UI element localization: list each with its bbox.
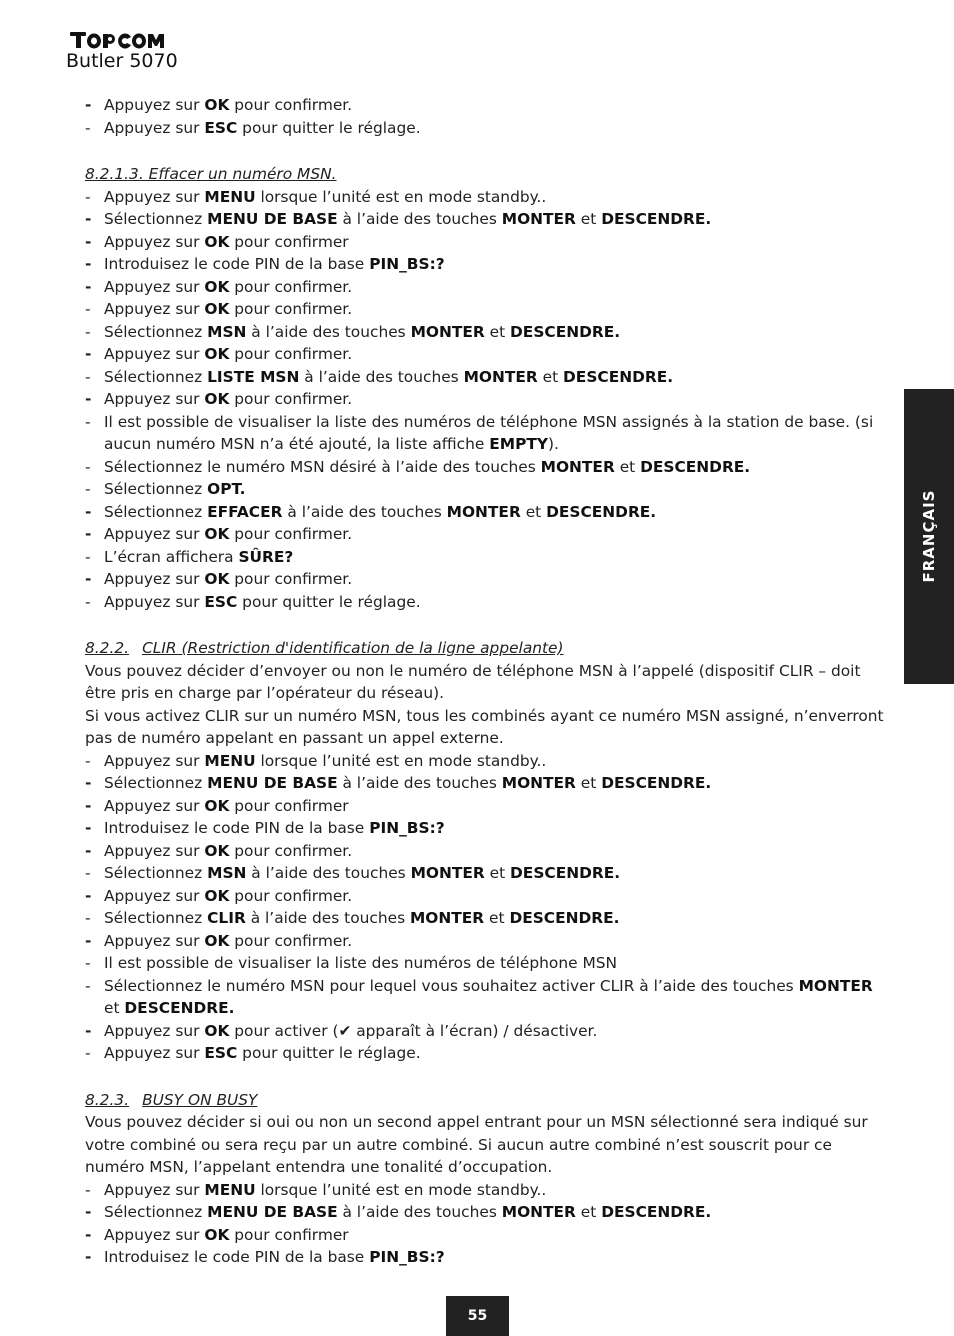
text-run: et <box>537 367 564 386</box>
section-number: 8.2.2. <box>85 639 130 657</box>
list-dash: - <box>85 1021 92 1040</box>
key-term: MONTER <box>798 976 873 995</box>
section-title: BUSY ON BUSY <box>142 1090 258 1109</box>
text-run: à l’aide des touches <box>282 502 447 521</box>
key-term: ESC <box>204 1044 238 1062</box>
key-term: DESCENDRE. <box>601 1203 712 1221</box>
list-dash: - <box>85 255 92 273</box>
key-term: MONTER <box>409 909 485 927</box>
list-item <box>85 568 885 591</box>
list-dash: - <box>85 480 91 498</box>
list-item <box>85 795 885 818</box>
list-dash: - <box>85 187 91 206</box>
text-run: Sélectionnez <box>104 322 208 341</box>
text-run: et <box>614 457 641 476</box>
list-item <box>85 117 885 140</box>
list-item <box>85 862 885 885</box>
list-item <box>85 591 885 614</box>
list-dash: - <box>85 886 92 905</box>
list-item <box>85 343 885 366</box>
key-term: DESCENDRE. <box>124 999 235 1017</box>
list-dash: - <box>85 322 91 341</box>
text-run: et <box>484 864 511 882</box>
list-dash: - <box>85 367 91 386</box>
list-dash: - <box>85 796 92 815</box>
key-term: MONTER <box>463 367 538 386</box>
text-run: pour confirmer. <box>229 886 353 905</box>
key-term: OK <box>204 525 230 543</box>
list-dash: - <box>85 210 92 228</box>
list-item <box>85 94 885 117</box>
text-run: Appuyez sur <box>104 886 205 905</box>
list-dash: - <box>85 232 92 251</box>
key-term: DESCENDRE. <box>601 774 712 792</box>
list-item <box>85 388 885 411</box>
list-item <box>85 885 885 908</box>
text-run: Sélectionnez <box>104 502 208 521</box>
text-run: pour confirmer. <box>229 570 353 588</box>
key-term: DESCENDRE. <box>510 864 621 882</box>
list-dash: - <box>85 1203 92 1221</box>
list-item <box>85 817 885 840</box>
key-term: DESCENDRE. <box>509 909 620 927</box>
key-term: MENU <box>204 187 256 206</box>
text-run: à l’aide des touches <box>337 774 502 792</box>
list-dash: - <box>85 841 92 860</box>
key-term: OK <box>204 570 230 588</box>
text-run: à l’aide des touches <box>246 864 411 882</box>
text-run: Appuyez sur <box>104 1021 205 1040</box>
key-term: MONTER <box>540 457 615 476</box>
key-term: EMPTY <box>489 435 548 453</box>
text-run: et <box>104 999 125 1017</box>
paragraph <box>85 1111 885 1179</box>
list-dash: - <box>85 592 91 611</box>
text-run: Si vous activez CLIR sur un numéro MSN, tous les combinés ayant ce numéro MSN assigné, n’enverront pas de numéro appelant en passant un appel externe. <box>85 706 884 747</box>
text-run: lorsque l’unité est en mode standby.. <box>255 187 547 206</box>
key-term: DESCENDRE. <box>563 367 674 386</box>
key-term: PIN_BS:? <box>369 255 445 273</box>
list-dash: - <box>85 277 92 296</box>
list-item <box>85 456 885 479</box>
text-run: Appuyez sur <box>104 570 205 588</box>
list-item <box>85 501 885 524</box>
paragraph <box>85 705 885 750</box>
text-run: et <box>484 322 511 341</box>
key-term: MONTER <box>501 774 576 792</box>
list-item <box>85 186 885 209</box>
text-run: pour confirmer <box>229 232 349 251</box>
key-term: MONTER <box>410 322 485 341</box>
text-run: et <box>520 502 547 521</box>
section-heading <box>85 637 885 660</box>
key-term: OK <box>204 300 230 318</box>
key-term: DESCENDRE. <box>640 457 751 476</box>
list-dash: - <box>85 96 92 114</box>
list-dash: - <box>85 1044 91 1062</box>
key-term: MONTER <box>501 210 576 228</box>
key-term: CLIR <box>207 909 246 927</box>
language-tab-label: FRANÇAIS <box>920 489 938 583</box>
text-run: Introduisez le code PIN de la base <box>104 255 370 273</box>
key-term: MONTER <box>501 1203 576 1221</box>
text-run: Vous pouvez décider d’envoyer ou non le numéro de téléphone MSN à l’appelé (dispositif CLIR – doit être pris en charge par l’opérateur du réseau). <box>85 661 861 702</box>
key-term: OK <box>204 886 230 905</box>
list-item <box>85 231 885 254</box>
text-run: Sélectionnez <box>104 210 208 228</box>
text-run: et <box>575 210 602 228</box>
key-term: DESCENDRE. <box>546 502 657 521</box>
list-dash: - <box>85 819 92 837</box>
list-item <box>85 276 885 299</box>
list-dash: - <box>85 909 91 927</box>
list-dash: - <box>85 1180 91 1199</box>
list-dash: - <box>85 931 92 950</box>
key-term: ESC <box>204 118 238 137</box>
text-run: Appuyez sur <box>104 118 205 137</box>
list-item <box>85 1246 885 1269</box>
key-term: PIN_BS:? <box>369 819 445 837</box>
text-run: pour confirmer. <box>229 841 353 860</box>
text-run: à l’aide des touches <box>337 210 502 228</box>
list-dash: - <box>85 1225 92 1244</box>
text-run: à l’aide des touches <box>337 1203 502 1221</box>
text-run: et <box>484 909 510 927</box>
key-term: LISTE MSN <box>207 367 300 386</box>
list-dash: - <box>85 864 91 882</box>
text-run: et <box>575 774 602 792</box>
section-heading <box>85 1089 885 1112</box>
text-run: Appuyez sur <box>104 841 205 860</box>
text-run: L’écran affichera <box>104 547 239 566</box>
text-run: à l’aide des touches <box>299 367 464 386</box>
manual-content <box>85 94 885 1269</box>
key-term: MONTER <box>410 864 485 882</box>
list-item <box>85 1179 885 1202</box>
list-dash: - <box>85 774 92 792</box>
list-item <box>85 1201 885 1224</box>
text-run: Appuyez sur <box>104 96 205 114</box>
key-term: MENU DE BASE <box>207 210 338 228</box>
text-run: Appuyez sur <box>104 525 205 543</box>
list-dash: - <box>85 345 92 363</box>
text-run: pour confirmer. <box>229 96 353 114</box>
key-term: MSN <box>207 322 247 341</box>
text-run: pour quitter le réglage. <box>237 592 421 611</box>
key-term: MONTER <box>446 502 521 521</box>
list-dash: - <box>85 300 91 318</box>
list-dash: - <box>85 570 92 588</box>
list-item <box>85 952 885 975</box>
text-run: Appuyez sur <box>104 931 205 950</box>
text-run: Sélectionnez <box>104 367 208 386</box>
key-term: DESCENDRE. <box>601 210 712 228</box>
text-run: Appuyez sur <box>104 277 205 296</box>
key-term: OPT. <box>207 480 246 498</box>
text-run: lorsque l’unité est en mode standby.. <box>255 1180 547 1199</box>
text-run: à l’aide des touches <box>245 909 410 927</box>
list-item <box>85 840 885 863</box>
text-run: Vous pouvez décider si oui ou non un second appel entrant pour un MSN sélectionné sera indiqué sur votre combiné ou sera reçu par un autre combiné. Si aucun autre combiné n’est souscrit pour ce numéro MSN, l’appelant entendra une tonalité d’occupation. <box>85 1113 868 1176</box>
text-run: ). <box>548 435 559 453</box>
list-dash: - <box>85 1248 92 1266</box>
key-term: OK <box>204 796 230 815</box>
list-dash: - <box>85 976 91 995</box>
list-item <box>85 366 885 389</box>
text-run: Appuyez sur <box>104 751 205 770</box>
text-run: lorsque l’unité est en mode standby.. <box>255 751 547 770</box>
section-number: 8.2.3. <box>85 1090 130 1109</box>
text-run: Introduisez le code PIN de la base <box>104 819 370 837</box>
list-dash: - <box>85 118 91 137</box>
text-run: pour confirmer. <box>229 277 353 296</box>
list-dash: - <box>85 502 92 521</box>
key-term: OK <box>204 1021 230 1040</box>
text-run: Sélectionnez <box>104 864 208 882</box>
key-term: MENU DE BASE <box>207 1203 338 1221</box>
key-term: OK <box>204 390 230 408</box>
list-item <box>85 546 885 569</box>
text-run: Appuyez sur <box>104 592 205 611</box>
key-term: OK <box>204 96 230 114</box>
list-dash: - <box>85 751 91 770</box>
page-number: 55 <box>446 1296 509 1336</box>
text-run: Appuyez sur <box>104 232 205 251</box>
list-item <box>85 1224 885 1247</box>
text-run: Appuyez sur <box>104 300 205 318</box>
key-term: MENU DE BASE <box>207 774 338 792</box>
text-run: pour quitter le réglage. <box>237 1044 421 1062</box>
text-run: Appuyez sur <box>104 1225 205 1244</box>
text-run: Sélectionnez <box>104 774 208 792</box>
list-item <box>85 411 885 456</box>
text-run: pour confirmer. <box>229 931 353 950</box>
key-term: PIN_BS:? <box>369 1248 445 1266</box>
key-term: ESC <box>204 592 238 611</box>
text-run: Introduisez le code PIN de la base <box>104 1248 370 1266</box>
list-item <box>85 298 885 321</box>
text-run: pour confirmer. <box>229 300 353 318</box>
key-term: OK <box>204 277 230 296</box>
section-heading <box>85 163 885 186</box>
list-item <box>85 523 885 546</box>
list-dash: - <box>85 412 91 431</box>
text-run: Appuyez sur <box>104 1180 205 1199</box>
key-term: MSN <box>207 864 247 882</box>
list-dash: - <box>85 547 91 566</box>
section-title: CLIR (Restriction d'identification de la ligne appelante) <box>142 639 564 657</box>
text-run: à l’aide des touches <box>246 322 411 341</box>
text-run: pour confirmer. <box>229 345 353 363</box>
key-term: SÛRE? <box>238 547 294 566</box>
section-title: 8.2.1.3. Effacer un numéro MSN. <box>85 165 337 183</box>
text-run: pour confirmer <box>229 1225 349 1244</box>
text-run: Appuyez sur <box>104 390 205 408</box>
text-run: pour activer (✔ apparaît à l’écran) / désactiver. <box>229 1021 598 1040</box>
key-term: OK <box>204 232 230 251</box>
text-run: pour confirmer. <box>229 390 353 408</box>
model-name: Butler 5070 <box>66 50 178 72</box>
list-item <box>85 253 885 276</box>
list-dash: - <box>85 525 92 543</box>
text-run: et <box>575 1203 602 1221</box>
text-run: Sélectionnez <box>104 480 208 498</box>
text-run: Appuyez sur <box>104 187 205 206</box>
text-run: Sélectionnez le numéro MSN pour lequel vous souhaitez activer CLIR à l’aide des touches <box>104 976 799 995</box>
text-run: pour confirmer <box>229 796 349 815</box>
text-run: Sélectionnez <box>104 909 208 927</box>
text-run: Appuyez sur <box>104 1044 205 1062</box>
text-run: pour confirmer. <box>229 525 353 543</box>
list-item <box>85 907 885 930</box>
key-term: OK <box>204 931 230 950</box>
list-item <box>85 772 885 795</box>
list-item <box>85 930 885 953</box>
key-term: OK <box>204 345 230 363</box>
key-term: EFFACER <box>207 502 283 521</box>
text-run: Il est possible de visualiser la liste des numéros de téléphone MSN <box>104 954 618 972</box>
text-run: Il est possible de visualiser la liste des numéros de téléphone MSN assignés à la station de base. (si aucun numéro MSN n’a été ajouté, la liste affiche <box>104 412 874 453</box>
key-term: MENU <box>204 1180 256 1199</box>
list-item <box>85 208 885 231</box>
text-run: Appuyez sur <box>104 345 205 363</box>
list-dash: - <box>85 457 91 476</box>
list-item <box>85 750 885 773</box>
list-item <box>85 975 885 1020</box>
list-item <box>85 1042 885 1065</box>
key-term: OK <box>204 841 230 860</box>
key-term: MENU <box>204 751 256 770</box>
list-item <box>85 478 885 501</box>
language-tab <box>904 389 954 684</box>
text-run: pour quitter le réglage. <box>237 118 421 137</box>
text-run: Sélectionnez le numéro MSN désiré à l’aide des touches <box>104 457 541 476</box>
list-item <box>85 1020 885 1043</box>
text-run: Sélectionnez <box>104 1203 208 1221</box>
list-dash: - <box>85 390 92 408</box>
key-term: OK <box>204 1225 230 1244</box>
text-run: Appuyez sur <box>104 796 205 815</box>
list-item <box>85 321 885 344</box>
paragraph <box>85 660 885 705</box>
key-term: DESCENDRE. <box>510 322 621 341</box>
list-dash: - <box>85 954 91 972</box>
